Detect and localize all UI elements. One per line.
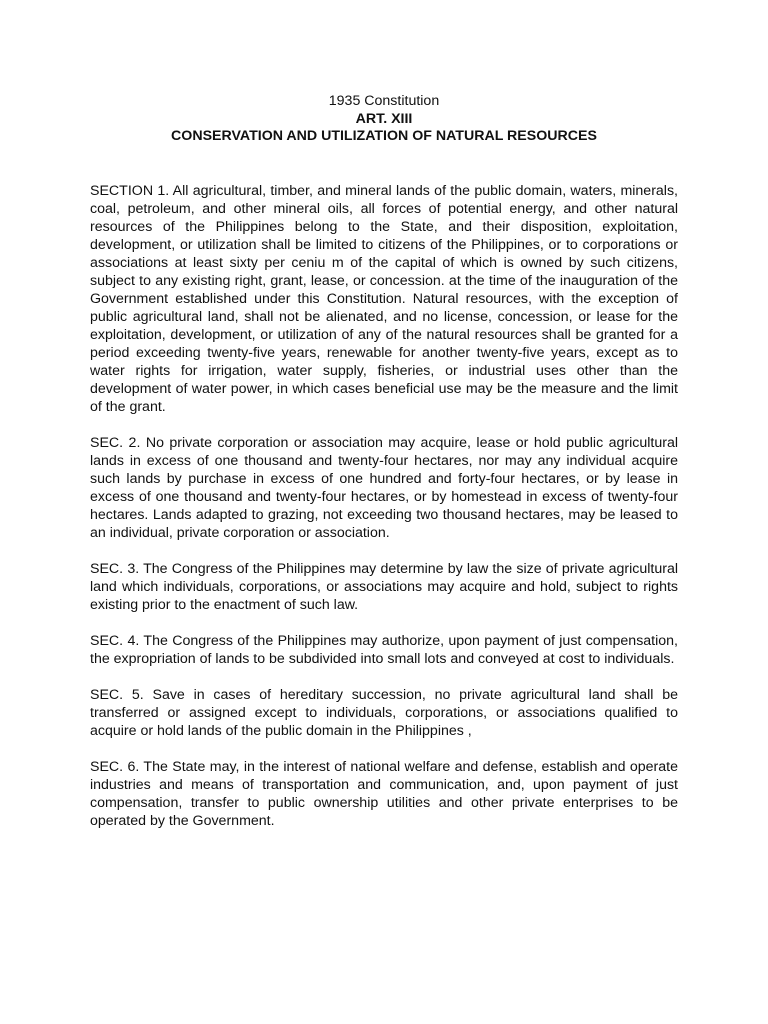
article-number: ART. XIII: [355, 110, 413, 127]
section-1-paragraph: SECTION 1. All agricultural, timber, and mineral lands of the public domain, waters, minerals, coal, petroleum, and other mineral oils, all forces of potential energy, and other natural resources of the Philippines belong to the State, and their disposition, exploitation, development, or utilization shall be limited to citizens of the Philippines, or to corporations or associations at least sixty per ceniu m of the capital of which is owned by such citizens, subject to any existing right, grant, lease, or concession. at the time of the inauguration of the Government established under this Constitution. Natural resources, with the exception of public agricultural land, shall not be alienated, and no license, concession, or lease for the exploitation, development, or utilization of any of the natural resources shall be granted for a period exceeding twenty-five years, renewable for another twenty-five years, except as to water rights for irrigation, water supply, fisheries, or industrial uses other than the development of water power, in which cases beneficial use may be the measure and the limit of the grant.: [90, 183, 678, 415]
section-6-paragraph: SEC. 6. The State may, in the interest of national welfare and defense, establish and operate industries and means of transportation and communication, and, upon payment of just compensation, transfer to public ownership utilities and other private enterprises to be operated by the Government.: [90, 759, 678, 829]
section-3-paragraph: SEC. 3. The Congress of the Philippines may determine by law the size of private agricultural land which individuals, corporations, or associations may acquire and hold, subject to rights existing prior to the enactment of such law.: [90, 561, 678, 613]
section-4-paragraph: SEC. 4. The Congress of the Philippines may authorize, upon payment of just compensation, the expropriation of lands to be subdivided into small lots and conveyed at cost to individuals.: [90, 633, 678, 667]
section-2-paragraph: SEC. 2. No private corporation or association may acquire, lease or hold public agricultural lands in excess of one thousand and twenty-four hectares, nor may any individual acquire such lands by purchase in excess of one hundred and forty-four hectares, or by lease in excess of one thousand and twenty-four hectares, or by homestead in excess of twenty-four hectares. Lands adapted to grazing, not exceeding two thousand hectares, may be leased to an individual, private corporation or association.: [90, 435, 678, 541]
document-header: [0, 93, 768, 146]
document-body: [90, 182, 678, 848]
document-heading: 1935 Constitution: [328, 93, 440, 109]
article-title: CONSERVATION AND UTILIZATION OF NATURAL RESOURCES: [171, 128, 597, 144]
section-5-paragraph: SEC. 5. Save in cases of hereditary succession, no private agricultural land shall be transferred or assigned except to individuals, corporations, or associations qualified to acquire or hold lands of the public domain in the Philippines ,: [90, 687, 678, 739]
